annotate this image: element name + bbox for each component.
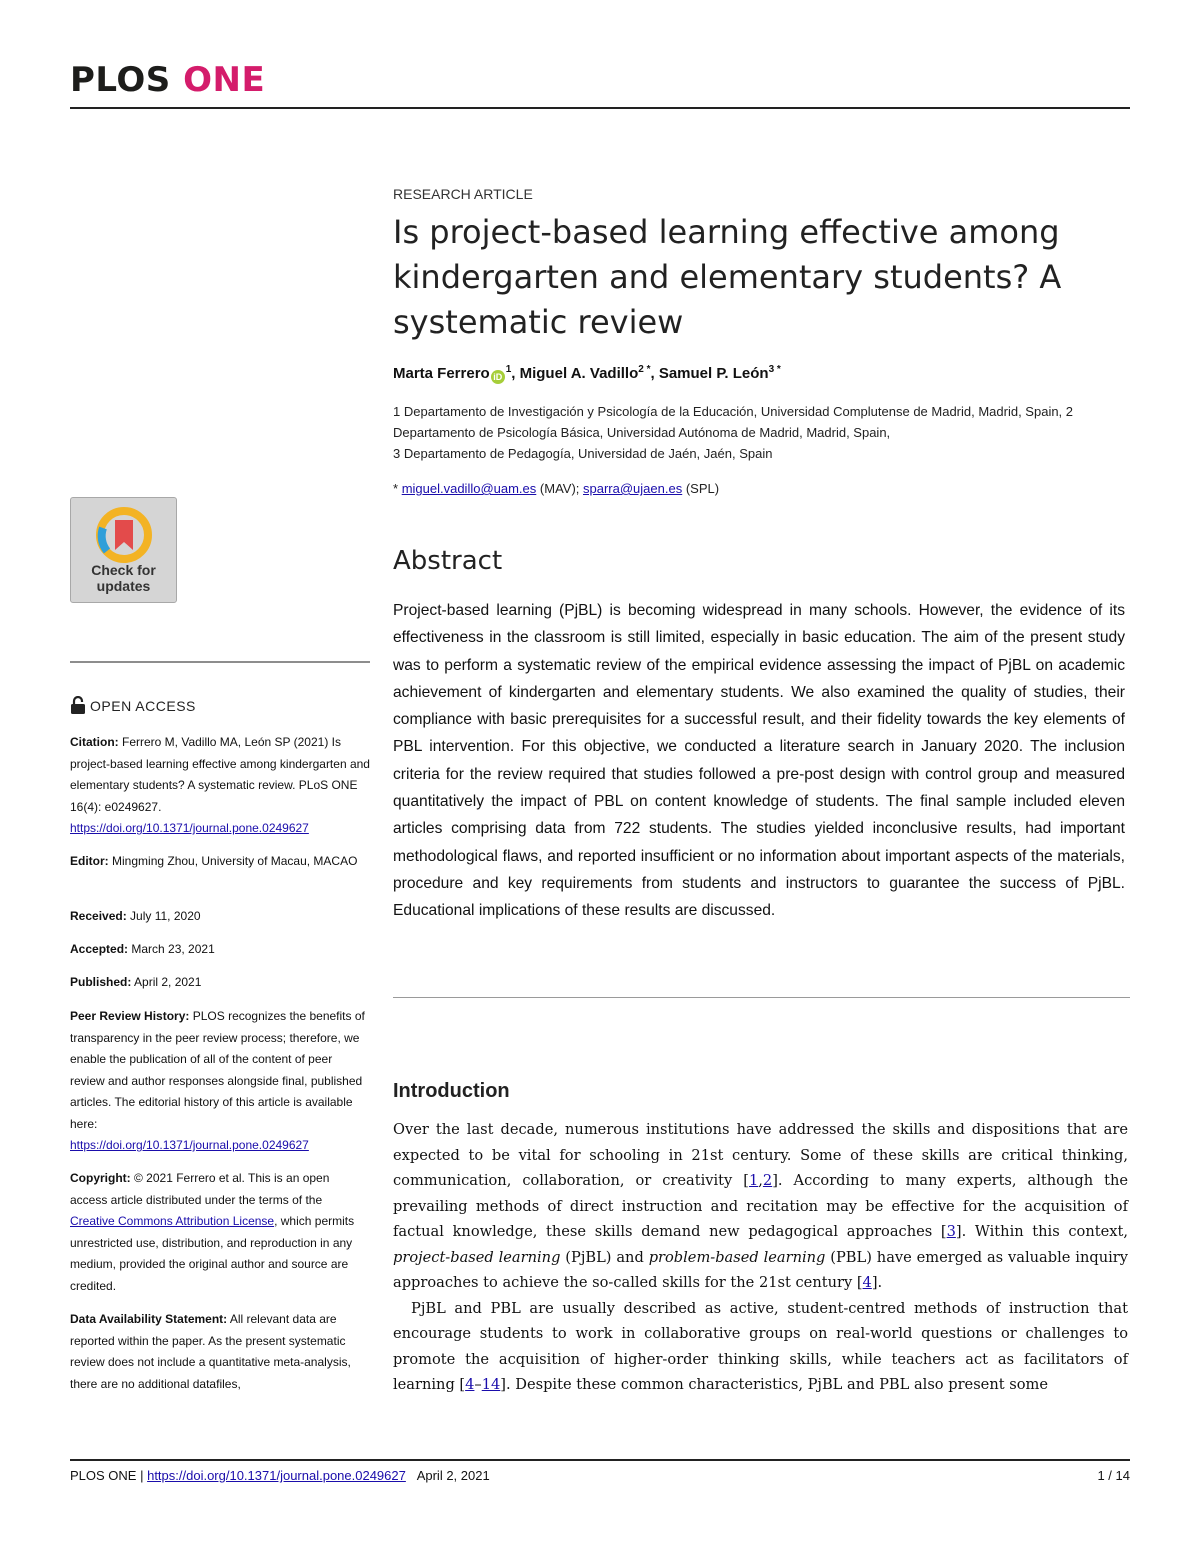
introduction-heading: Introduction [393, 1080, 510, 1102]
article-type: RESEARCH ARTICLE [393, 186, 533, 202]
term-pbl: problem-based learning [648, 1248, 826, 1266]
footer-date: April 2, 2021 [416, 1468, 490, 1483]
affiliation-text: Departamento de Pedagogía, Universidad de Jaén, Jaén, Spain [403, 446, 773, 461]
data-availability-text: All relevant data are reported within the paper. As the present systematic review does not include a quantitative meta-analysis, there are no additional datafiles, [70, 1312, 351, 1391]
citation-label: Citation: [70, 735, 119, 749]
license-link[interactable]: Creative Commons Attribution License [70, 1214, 275, 1228]
orcid-icon[interactable]: iD [491, 370, 505, 384]
check-for-updates-badge[interactable] [70, 497, 177, 603]
introduction-body [393, 1117, 1128, 1398]
copyright-label: Copyright: [70, 1171, 131, 1185]
editor-text: Mingming Zhou, University of Macau, MACAO [112, 854, 358, 868]
citation-ref[interactable]: 1 [748, 1172, 759, 1189]
data-availability-block [70, 1309, 370, 1395]
footer-doi-link[interactable]: https://doi.org/10.1371/journal.pone.0249627 [147, 1468, 406, 1483]
correspondence [393, 481, 719, 496]
correspondence-tag: (MAV); [539, 481, 580, 496]
open-lock-icon [70, 696, 86, 714]
published-block [70, 972, 370, 994]
copyright-text: , which permits unrestricted use, distribution, and reproduction in any medium, provided the original author and source are credited. [70, 1214, 355, 1293]
article-title: Is project-based learning effective among kindergarten and elementary students? A systematic review [393, 213, 1062, 341]
author-affiliation-sup: 3 * [768, 364, 781, 375]
affiliations [393, 401, 1123, 464]
citation-block [70, 732, 370, 840]
email-link-parra[interactable]: sparra@ujaen.es [583, 481, 683, 496]
affiliation-text: Departamento de Investigación y Psicología de la Educación, Universidad Complutense de Madrid, Madrid, Spain, [403, 404, 1063, 419]
received-date: July 11, 2020 [130, 909, 201, 923]
logo-plos: PLOS [70, 60, 171, 100]
author-list: Marta Ferrero $iD^1$, Miguel A. Vadillo$^{2 *}$, Samuel P. León$^{3 *}$ [393, 364, 781, 382]
peer-review-label: Peer Review History: [70, 1009, 190, 1023]
correspondence-star: * [393, 481, 399, 496]
correspondence-tag: (SPL) [685, 481, 720, 496]
open-access-label: OPEN ACCESS [70, 696, 196, 714]
citation-text: Ferrero M, Vadillo MA, León SP (2021) Is project-based learning effective among kindergarten and elementary students? A systematic review. PLoS ONE 16(4): e0249627. [70, 735, 370, 814]
page-number: 1 / 14 [1097, 1468, 1130, 1483]
copyright-text: © 2021 Ferrero et al. This is an open access article distributed under the terms of the [70, 1171, 330, 1207]
journal-logo[interactable] [70, 60, 265, 100]
abstract-heading: Abstract [393, 546, 503, 576]
accepted-date: March 23, 2021 [131, 942, 215, 956]
footer [70, 1468, 490, 1483]
author-name[interactable]: Samuel P. León [658, 365, 769, 382]
citation-ref[interactable]: 14 [481, 1376, 501, 1393]
affiliation-number: 3 [393, 446, 401, 461]
received-block [70, 906, 370, 928]
check-for-updates-label: Check for updates [91, 562, 156, 594]
published-label: Published: [70, 975, 132, 989]
abstract-divider [393, 997, 1130, 998]
header-rule [70, 107, 1130, 109]
accepted-block [70, 939, 370, 961]
published-date: April 2, 2021 [134, 975, 202, 989]
accepted-label: Accepted: [70, 942, 129, 956]
term-pjbl: project-based learning [393, 1248, 561, 1266]
peer-review-block [70, 1006, 370, 1157]
editor-label: Editor: [70, 854, 109, 868]
peer-review-link[interactable]: https://doi.org/10.1371/journal.pone.0249627 [70, 1138, 309, 1152]
citation-ref[interactable]: 4 [465, 1376, 475, 1393]
author-name[interactable]: Miguel A. Vadillo [519, 365, 639, 382]
peer-review-text: PLOS recognizes the benefits of transparency in the peer review process; therefore, we enable the publication of all of the content of peer review and author responses alongside final, published articles. The editorial history of this article is available here: [70, 1009, 365, 1131]
abstract-text: Project-based learning (PjBL) is becoming widespread in many schools. However, the evidence of its effectiveness in the classroom is still limited, especially in basic education. The aim of the present study was to perform a systematic review of the empirical evidence assessing the impact of PjBL on academic achievement of kindergarten and elementary students. We also examined the quality of studies, their compliance with basic prerequisites for a successful result, and their fidelity towards the key elements of PBL intervention. For this objective, we conducted a literature search in January 2020. The inclusion criteria for the review required that studies followed a pre-post design with control group and measured quantitatively the impact of PBL on content knowledge of students. The final sample included eleven articles comprising data from 722 students. The studies yielded inconclusive results, had important methodological flaws, and reported insufficient or no information about important aspects of the materials, procedure and key requirements from students and instructors to guarantee the success of PjBL. Educational implications of these results are discussed. [393, 602, 1125, 920]
affiliation-number: 1 [393, 404, 401, 419]
footer-rule [70, 1459, 1130, 1461]
paragraph: PjBL and PBL are usually described as active, student-centred methods of instruction that encourage students to work in collaborative groups on real-world questions or challenges to promote the acquisition of higher-order thinking skills, while teachers act as facilitators of learning [4–14]. Despite these common characteristics, PjBL and PBL also present some [393, 1299, 1128, 1393]
author-affiliation-sup: 1 [505, 364, 512, 375]
author-name[interactable]: Marta Ferrero [393, 365, 490, 382]
affiliation-text: Departamento de Psicología Básica, Universidad Autónoma de Madrid, Madrid, Spain, [393, 425, 891, 440]
author-affiliation-sup: 2 * [638, 364, 651, 375]
crossmark-icon [95, 506, 153, 564]
citation-doi-link[interactable]: https://doi.org/10.1371/journal.pone.0249627 [70, 821, 309, 835]
citation-ref[interactable]: 2 [762, 1172, 773, 1189]
citation-ref[interactable]: 3 [946, 1223, 956, 1240]
footer-journal: PLOS ONE | [70, 1468, 144, 1483]
copyright-block [70, 1168, 370, 1297]
citation-ref[interactable]: 4 [862, 1274, 872, 1291]
sidebar-rule [70, 661, 370, 663]
affiliation-number: 2 [1065, 404, 1074, 419]
data-availability-label: Data Availability Statement: [70, 1312, 228, 1326]
received-label: Received: [70, 909, 127, 923]
editor-block [70, 851, 370, 873]
paragraph: Over the last decade, numerous institutions have addressed the skills and dispositions that are expected to be vital for schooling in 21st century. Some of these skills are critical thinking, communication, collaboration, or creativity [1,2]. According to many experts, although the prevailing methods of direct instruction and recitation may be effective for the acquisition of factual knowledge, these skills demand new pedagogical approaches [3]. Within this context, project-based learning (PjBL) and problem-based learning (PBL) have emerged as valuable inquiry approaches to achieve the so-called skills for the 21st century [4]. [393, 1121, 1129, 1291]
email-link-vadillo[interactable]: miguel.vadillo@uam.es [401, 481, 537, 496]
logo-one: ONE [183, 60, 266, 100]
